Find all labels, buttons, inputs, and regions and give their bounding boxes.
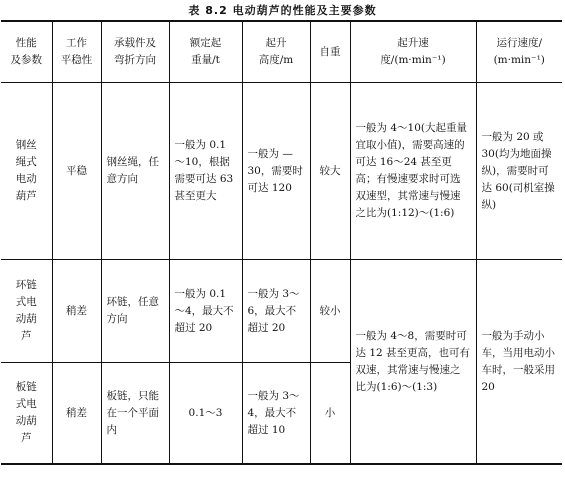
row-self-weight: 较小 bbox=[310, 260, 350, 363]
row-rated-load: 一般为 0.1～4，最大不超过 20 bbox=[169, 260, 242, 363]
header-self-weight: 自重 bbox=[310, 21, 350, 83]
table-caption: 表 8.2 电动葫芦的性能及主要参数 bbox=[188, 4, 377, 17]
row-stability: 稍差 bbox=[52, 260, 101, 363]
row-lift-height: 一般为 3～6，最大不超过 20 bbox=[242, 260, 310, 363]
shared-travel-speed: 一般为手动小车，当用电动小车时，一般采用 20 bbox=[476, 260, 562, 465]
header-rated-load: 额定起 重量/t bbox=[169, 21, 242, 83]
row-self-weight: 较大 bbox=[310, 83, 350, 260]
row-lift-height: 一般为 3～4，最大不超过 10 bbox=[242, 363, 310, 465]
table-row bbox=[1, 260, 562, 363]
row-load-carrier: 板链，只能在一个平面内 bbox=[101, 363, 169, 465]
header-type: 性能 及参数 bbox=[1, 21, 52, 83]
header-load-carrier: 承载件及 弯折方向 bbox=[101, 21, 169, 83]
row-rated-load: 一般为 0.1～10，根据需要可达 63 甚至更大 bbox=[169, 83, 242, 260]
header-lift-height: 起升 高度/m bbox=[242, 21, 310, 83]
row-type: 环链 式电 动葫 芦 bbox=[1, 260, 52, 363]
table-row bbox=[1, 83, 562, 260]
row-travel-speed: 一般为 20 或 30(均为地面操纵)，需要时可达 60(司机室操纵) bbox=[476, 83, 562, 260]
table-header-row bbox=[1, 21, 562, 83]
row-load-carrier: 钢丝绳，任意方向 bbox=[101, 83, 169, 260]
shared-lift-speed: 一般为 4～8，需要时可达 12 甚至更高，也可有双速，其常速与慢速之比为(1:6)～(1:3) bbox=[350, 260, 476, 465]
row-load-carrier: 环链，任意方向 bbox=[101, 260, 169, 363]
row-rated-load: 0.1～3 bbox=[169, 363, 242, 465]
row-stability: 稍差 bbox=[52, 363, 101, 465]
row-lift-height: 一般为 —30，需要时可达 120 bbox=[242, 83, 310, 260]
header-stability: 工作 平稳性 bbox=[52, 21, 101, 83]
hoist-spec-table bbox=[1, 20, 562, 465]
row-lift-speed: 一般为 4～10(大起重量宜取小值)，需要高速的可达 16～24 甚至更高；有慢速要求时可选双速型，其常速与慢速之比为(1:12)～(1:6) bbox=[350, 83, 476, 260]
row-stability: 平稳 bbox=[52, 83, 101, 260]
row-type: 钢丝 绳式 电动 葫芦 bbox=[1, 83, 52, 260]
header-travel-speed: 运行速度/ (m·min⁻¹) bbox=[476, 21, 562, 83]
row-type: 板链 式电 动葫 芦 bbox=[1, 363, 52, 465]
header-lift-speed: 起升速 度/(m·min⁻¹) bbox=[350, 21, 476, 83]
row-self-weight: 小 bbox=[310, 363, 350, 465]
